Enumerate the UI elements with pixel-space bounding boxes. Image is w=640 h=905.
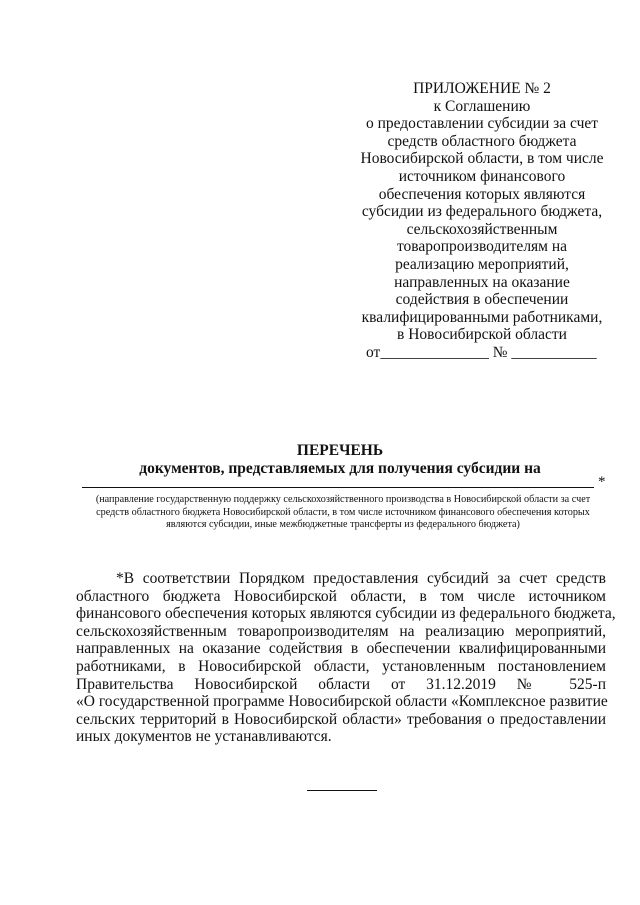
paragraph-line: сельских территорий в Новосибирской области» требования о предоставлении xyxy=(76,710,606,728)
appendix-line: в Новосибирской области xyxy=(397,326,567,344)
list-subheading: документов, представляемых для получения субсидии на xyxy=(139,460,541,477)
appendix-line: о предоставлении субсидии за счет xyxy=(365,115,599,133)
paragraph-line: иных документов не устанавливаются. xyxy=(76,728,332,746)
appendix-title: ПРИЛОЖЕНИЕ № 2 xyxy=(413,80,551,97)
paragraph-line: областного бюджета Новосибирской области, в том числе источником xyxy=(76,587,606,605)
paragraph-line: сельскохозяйственным товаропроизводителям на реализацию мероприятий, xyxy=(76,622,606,640)
appendix-line: субсидии из федерального бюджета, xyxy=(361,203,603,221)
appendix-line: к Соглашению xyxy=(433,97,531,115)
appendix-line: средств областного бюджета xyxy=(387,132,577,150)
appendix-date-line: от______________ № ___________ xyxy=(366,343,597,361)
appendix-line: источником финансового xyxy=(398,167,566,185)
appendix-line: сельскохозяйственным xyxy=(406,220,558,238)
appendix-line: содействия в обеспечении xyxy=(395,291,569,309)
appendix-line: Новосибирской области, в том числе xyxy=(360,150,604,168)
paragraph-line: работниками, в Новосибирской области, установленным постановлением xyxy=(76,657,606,675)
paragraph-line: Правительства Новосибирской области от 31.12.2019 № 525-п xyxy=(76,675,606,693)
footnote-asterisk: * xyxy=(598,474,606,490)
appendix-line: квалифицированными работниками, xyxy=(361,308,603,326)
fill-in-note: (направление государственную поддержку сельскохозяйственного производства в Новосибирской области за счет средств областного бюджета Новосибирской области, в том числе источником финансового обеспечения которых являются субсидии, иные межбюджетные трансферты из федерального бюджета) xyxy=(95,494,591,531)
fill-in-line xyxy=(82,487,594,488)
appendix-line: реализацию мероприятий, xyxy=(395,255,569,273)
appendix-line: товаропроизводителям на xyxy=(396,238,568,256)
separator-line xyxy=(307,790,377,791)
paragraph-line: направленных на оказание содействия в обеспечении квалифицированными xyxy=(76,640,606,658)
paragraph-line: *В соответствии Порядком предоставления субсидий за счет средств xyxy=(116,570,606,587)
list-heading: ПЕРЕЧЕНЬ xyxy=(296,442,384,459)
appendix-header xyxy=(352,80,612,362)
paragraph-line: финансового обеспечения которых являются субсидии из федерального бюджета, xyxy=(76,605,616,623)
paragraph-line: «О государственной программе Новосибирской области «Комплексное развитие xyxy=(76,693,608,711)
appendix-line: обеспечения которых являются xyxy=(378,185,586,203)
footnote-paragraph xyxy=(76,570,616,746)
appendix-line: направленных на оказание xyxy=(394,273,570,291)
